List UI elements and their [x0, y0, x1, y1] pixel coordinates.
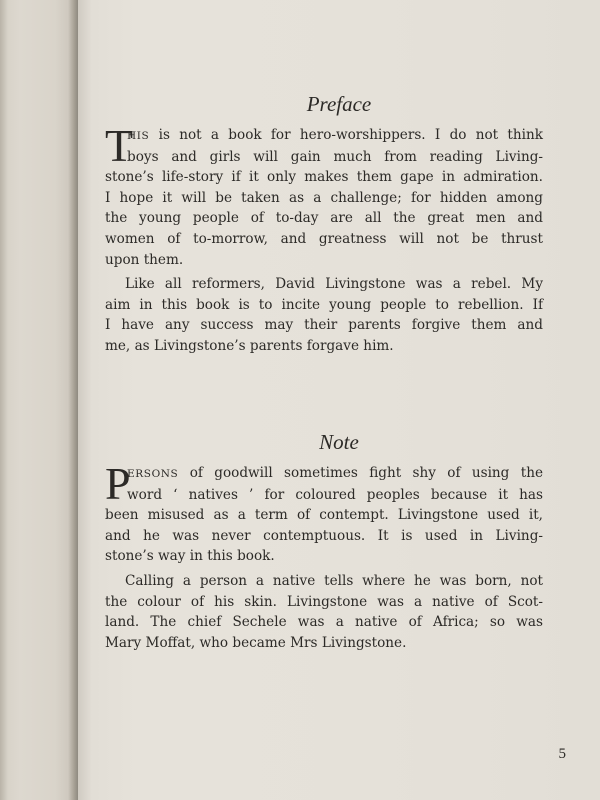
- preface-line: Like all reformers, David Livingstone was a rebel. My: [125, 276, 543, 293]
- note-heading: Note: [319, 430, 359, 454]
- page-number: 5: [558, 746, 566, 762]
- preface-line: I have any success may their parents forgive them and: [105, 317, 543, 334]
- preface-line-1-rest: is not a book for hero-worshippers. I do not think: [149, 127, 543, 143]
- preface-line: upon them.: [105, 251, 184, 268]
- preface-line: the young people of to-day are all the great men and: [105, 210, 543, 227]
- note-line-1-rest: of goodwill sometimes fight shy of using the: [178, 465, 543, 481]
- note-line: Mary Moffat, who became Mrs Livingstone.: [105, 634, 407, 651]
- preface-body: [105, 120, 543, 357]
- note-line: land. The chief Sechele was a native of Africa; so was: [105, 614, 543, 631]
- preface-line: aim in this book is to incite young people to rebellion. If: [105, 296, 543, 313]
- note-body: [105, 458, 543, 653]
- note-line-1: [105, 463, 543, 485]
- preface-line: boys and girls will gain much from reading Living-: [127, 148, 543, 165]
- preface-heading: Preface: [306, 92, 372, 116]
- preface-line-1: [105, 125, 543, 147]
- note-line: been misused as a term of contempt. Livingstone used it,: [105, 507, 543, 524]
- note-dropcap: P: [105, 458, 131, 509]
- note-line: Calling a person a native tells where he was born, not: [125, 572, 543, 589]
- preface-line: me, as Livingstone’s parents forgave him.: [105, 337, 394, 354]
- book-page: [78, 0, 600, 800]
- note-line: the colour of his skin. Livingstone was a native of Scot-: [105, 593, 543, 610]
- preface-smallcaps: HIS: [127, 130, 150, 142]
- note-line: word ‘ natives ’ for coloured peoples because it has: [127, 486, 543, 503]
- preface-dropcap: T: [105, 120, 134, 171]
- preface-line: I hope it will be taken as a challenge; for hidden among: [105, 189, 543, 206]
- note-smallcaps: ERSONS: [127, 468, 179, 480]
- note-line: and he was never contemptuous. It is used in Living-: [105, 527, 543, 544]
- note-line: stone’s way in this book.: [105, 548, 275, 565]
- preface-line: stone’s life-story if it only makes them gape in admiration.: [105, 169, 543, 186]
- preface-line: women of to-morrow, and greatness will not be thrust: [105, 230, 543, 247]
